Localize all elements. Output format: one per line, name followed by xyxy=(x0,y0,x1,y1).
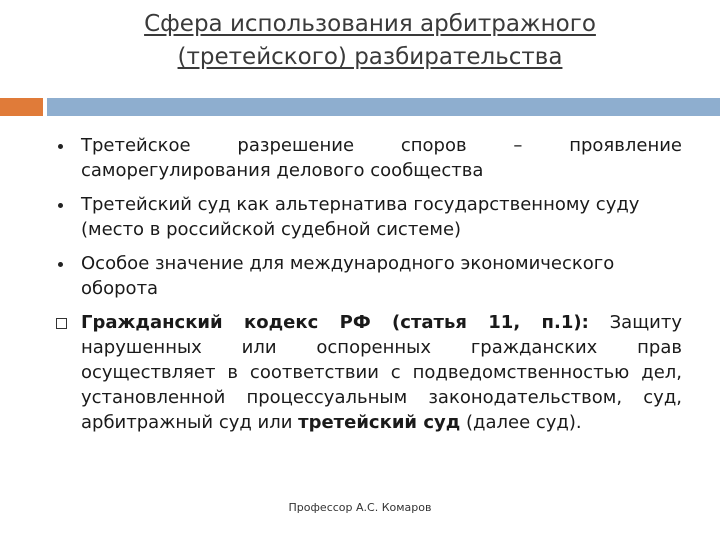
bullet-text-line: Третейское разрешение споров – проявление xyxy=(81,135,682,156)
bullet-text-line: саморегулирования делового сообщества xyxy=(81,160,484,181)
civil-code-reference: Гражданский кодекс РФ (статья 11, п.1): xyxy=(81,312,589,333)
slide-title xyxy=(60,8,680,74)
slide-title-line-2: (третейского) разбирательства xyxy=(177,44,563,70)
bullet-item xyxy=(52,251,682,301)
bullet-item-civil-code xyxy=(52,310,682,435)
arbitration-court-term: третейский суд xyxy=(298,412,461,433)
bullet-item xyxy=(52,133,682,183)
footer-author: Профессор А.С. Комаров xyxy=(288,501,432,514)
slide-title-line-1: Сфера использования арбитражного xyxy=(144,11,596,37)
bullet-list xyxy=(52,133,682,444)
bullet-text: Особое значение для международного экономического оборота xyxy=(81,253,615,299)
bullet-square-icon xyxy=(52,310,72,335)
bullet-text: Третейский суд как альтернатива государственному суду (место в российской судебной системе) xyxy=(81,194,640,240)
accent-bar-orange xyxy=(0,98,43,116)
bullet-dot-icon xyxy=(52,251,72,276)
bullet-dot-icon xyxy=(52,133,72,158)
bullet-text: Гражданский кодекс РФ (статья 11, п.1): Защиту нарушенных или оспоренных гражданских прав осуществляет в соответствии с подведомственностью дел, установленной процессуальным законодательством, суд, арбитражный суд или третейский суд (далее суд). xyxy=(81,312,682,433)
accent-bar-blue xyxy=(47,98,720,116)
bullet-dot-icon xyxy=(52,192,72,217)
bullet-item xyxy=(52,192,682,242)
